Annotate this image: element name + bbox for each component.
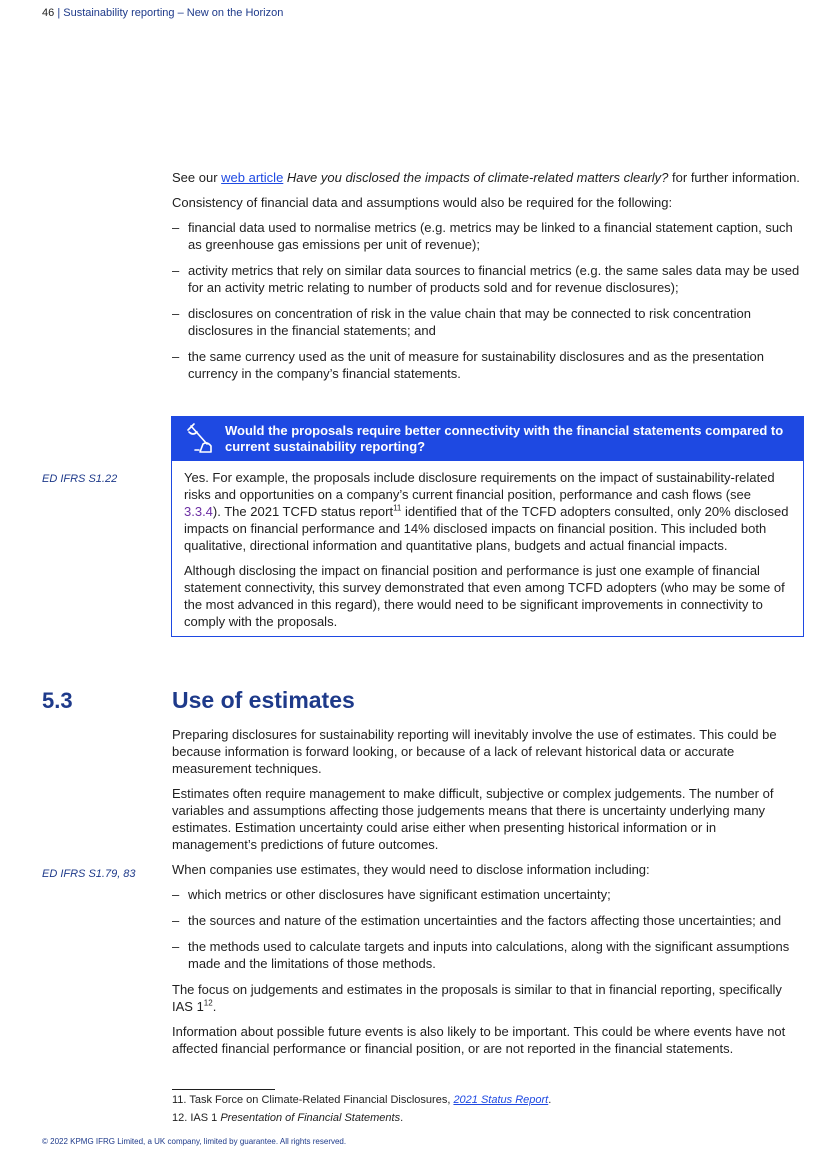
see-article-paragraph: See our web article Have you disclosed the impacts of climate-related matters clearly? for further information. (172, 170, 800, 185)
list-item: – activity metrics that rely on similar data sources to financial metrics (e.g. the same sales data may be used for an activity metric relating to number of products sold and for revenue disclosures); (172, 262, 802, 296)
status-report-link[interactable]: 2021 Status Report (453, 1094, 549, 1106)
consistency-list (172, 219, 802, 382)
footnote-11: 11. Task Force on Climate-Related Financial Disclosures, 2021 Status Report. (172, 1094, 552, 1106)
header-separator: | (57, 7, 64, 19)
callout-second-paragraph: Although disclosing the impact on financial position and performance is just one example of financial statement connectivity, this survey demonstrated that even among TCFD adopters (who may be some of the most advanced in this regard), there would need to be significant improvements in connectivity to comply with the proposals. (184, 563, 785, 629)
list-item: – financial data used to normalise metrics (e.g. metrics may be linked to a financial statement caption, such as greenhouse gas emissions per unit of revenue); (172, 219, 802, 253)
list-item: – the methods used to calculate targets and inputs into calculations, along with the significant assumptions made and the limitations of those methods. (172, 938, 802, 972)
question-callout (171, 416, 804, 637)
footnotes (172, 1093, 802, 1129)
list-item: – the same currency used as the unit of measure for sustainability disclosures and as the presentation currency in the company’s financial statements. (172, 348, 802, 382)
margin-reference-s1-22: ED IFRS S1.22 (42, 473, 118, 485)
callout-header (172, 417, 803, 461)
estimates-paragraph-1: Preparing disclosures for sustainability reporting will inevitably involve the use of estimates. This could be because information is forward looking, or because of a lack of relevant historical data or accurate measurement techniques. (172, 727, 777, 776)
list-item: – which metrics or other disclosures have significant estimation uncertainty; (172, 886, 802, 903)
web-article-link[interactable]: web article (221, 170, 284, 185)
section-title: Use of estimates (172, 687, 355, 713)
margin-reference-s1-79: ED IFRS S1.79, 83 (42, 868, 136, 880)
callout-question: Would the proposals require better connectivity with the financial statements compared to current sustainability reporting? (225, 423, 784, 454)
page-header (42, 5, 283, 22)
estimates-block (172, 726, 802, 1065)
consistency-lead: Consistency of financial data and assumptions would also be required for the following: (172, 195, 673, 210)
estimates-paragraph-3: When companies use estimates, they would need to disclose information including: (172, 862, 650, 877)
footnote-ref-11: 11 (393, 503, 402, 513)
intro-block (172, 169, 802, 391)
footnote-ref-12: 12 (203, 998, 213, 1008)
callout-answer-paragraph: Yes. For example, the proposals include disclosure requirements on the impact of sustainability-related risks and opportunities on a company’s current financial position, performance and cash flows (see 3.3.4). The 2021 TCFD status report$^{11}$ identified that of the TCFD adopters consulted, only 20% disclosed impacts on financial performance and 14% disclosed impacts on financial position. This included both qualitative, directional information and quantitative plans, budgets and actual financial impacts. (184, 470, 789, 553)
list-item: – the sources and nature of the estimation uncertainties and the factors affecting those uncertainties; and (172, 912, 802, 929)
copyright-notice: © 2022 KPMG IFRG Limited, a UK company, limited by guarantee. All rights reserved. (42, 1137, 347, 1146)
scales-icon (185, 422, 213, 454)
estimates-list (172, 886, 802, 972)
list-item: – disclosures on concentration of risk in the value chain that may be connected to risk concentration disclosures in the financial statements; and (172, 305, 802, 339)
footnote-divider (172, 1089, 275, 1090)
section-cross-reference[interactable]: 3.3.4 (184, 504, 213, 519)
footnote-12: 12. IAS 1 Presentation of Financial Statements. (172, 1112, 404, 1124)
estimates-paragraph-4: The focus on judgements and estimates in the proposals is similar to that in financial reporting, specifically IAS $1^{12}$. (172, 982, 782, 1014)
callout-body (172, 461, 803, 636)
section-number: 5.3 (42, 688, 73, 713)
document-title: Sustainability reporting – New on the Horizon (63, 7, 284, 19)
article-title: Have you disclosed the impacts of climate-related matters clearly? (286, 170, 669, 185)
page-number: 46 (42, 7, 55, 19)
estimates-paragraph-2: Estimates often require management to make difficult, subjective or complex judgements. The number of variables and assumptions affecting those judgements means that there is uncertainty underlying many estimates. Estimation uncertainty could arise either when presenting historical information or in management’s predictions of future outcomes. (172, 786, 774, 852)
estimates-paragraph-5: Information about possible future events is also likely to be important. This could be where events have not affected financial performance or financial position, or are not reported in the financial statements. (172, 1024, 786, 1056)
